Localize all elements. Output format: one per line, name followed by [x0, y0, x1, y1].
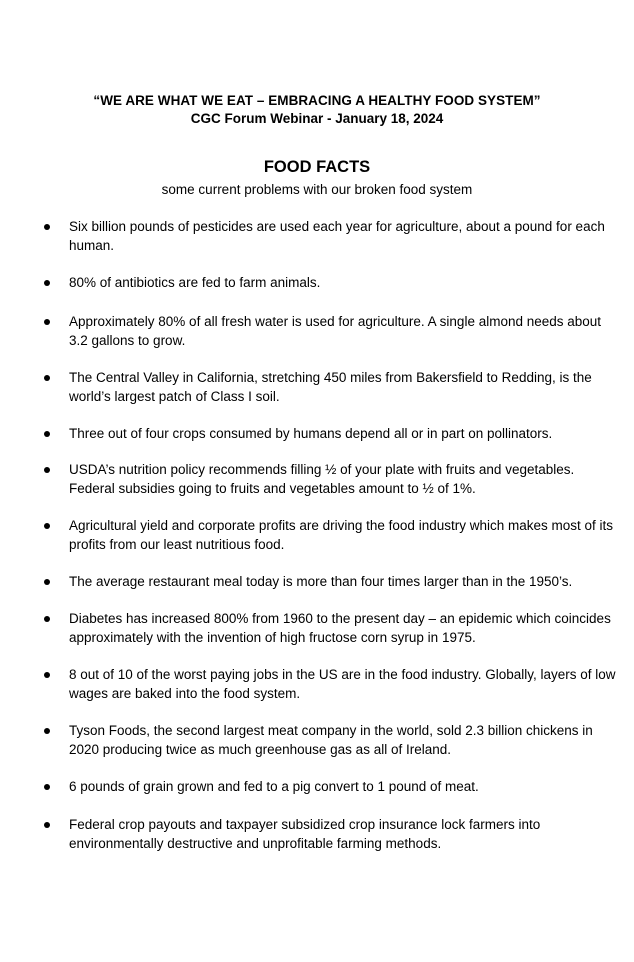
- bullet-icon: [44, 375, 50, 381]
- fact-text: Federal crop payouts and taxpayer subsidized crop insurance lock farmers into environmentally destructive and unprofitable farming methods.: [69, 817, 541, 851]
- document-subtitle: CGC Forum Webinar - January 18, 2024: [190, 111, 444, 126]
- fact-text: 8 out of 10 of the worst paying jobs in the US are in the food industry. Globally, layers of low wages are baked into the food system.: [69, 667, 616, 701]
- section-subheading: some current problems with our broken food system: [161, 182, 473, 197]
- section-heading: FOOD FACTS: [263, 158, 371, 176]
- fact-text: Six billion pounds of pesticides are used each year for agriculture, about a pound for each human.: [69, 219, 605, 253]
- bullet-icon: [44, 431, 50, 437]
- bullet-icon: [44, 224, 50, 230]
- fact-text: The Central Valley in California, stretching 450 miles from Bakersfield to Redding, is the world’s largest patch of Class I soil.: [69, 370, 592, 404]
- bullet-icon: [44, 467, 50, 473]
- bullet-icon: [44, 280, 50, 286]
- bullet-icon: [44, 784, 50, 790]
- fact-text: Agricultural yield and corporate profits are driving the food industry which makes most of its profits from our least nutritious food.: [69, 518, 614, 552]
- fact-text: Approximately 80% of all fresh water is used for agriculture. A single almond needs about 3.2 gallons to grow.: [69, 314, 602, 348]
- bullet-icon: [44, 579, 50, 585]
- fact-text: 80% of antibiotics are fed to farm animals.: [69, 275, 321, 290]
- fact-text: 6 pounds of grain grown and fed to a pig convert to 1 pound of meat.: [69, 779, 479, 794]
- fact-text: Diabetes has increased 800% from 1960 to the present day – an epidemic which coincides approximately with the invention of high fructose corn syrup in 1975.: [69, 611, 611, 645]
- bullet-icon: [44, 672, 50, 678]
- fact-text: USDA’s nutrition policy recommends filling ½ of your plate with fruits and vegetables. Federal subsidies going to fruits and vegetables amount to ½ of 1%.: [69, 462, 575, 496]
- bullet-icon: [44, 728, 50, 734]
- fact-text: The average restaurant meal today is more than four times larger than in the 1950’s.: [69, 574, 573, 589]
- document-title: “WE ARE WHAT WE EAT – EMBRACING A HEALTHY FOOD SYSTEM”: [93, 93, 541, 108]
- document-header: [0, 92, 634, 128]
- fact-text: Three out of four crops consumed by humans depend all or in part on pollinators.: [69, 426, 553, 441]
- fact-text: Tyson Foods, the second largest meat company in the world, sold 2.3 billion chickens in 2020 producing twice as much greenhouse gas as all of Ireland.: [69, 723, 593, 757]
- bullet-icon: [44, 822, 50, 828]
- bullet-icon: [44, 319, 50, 325]
- bullet-icon: [44, 616, 50, 622]
- bullet-icon: [44, 523, 50, 529]
